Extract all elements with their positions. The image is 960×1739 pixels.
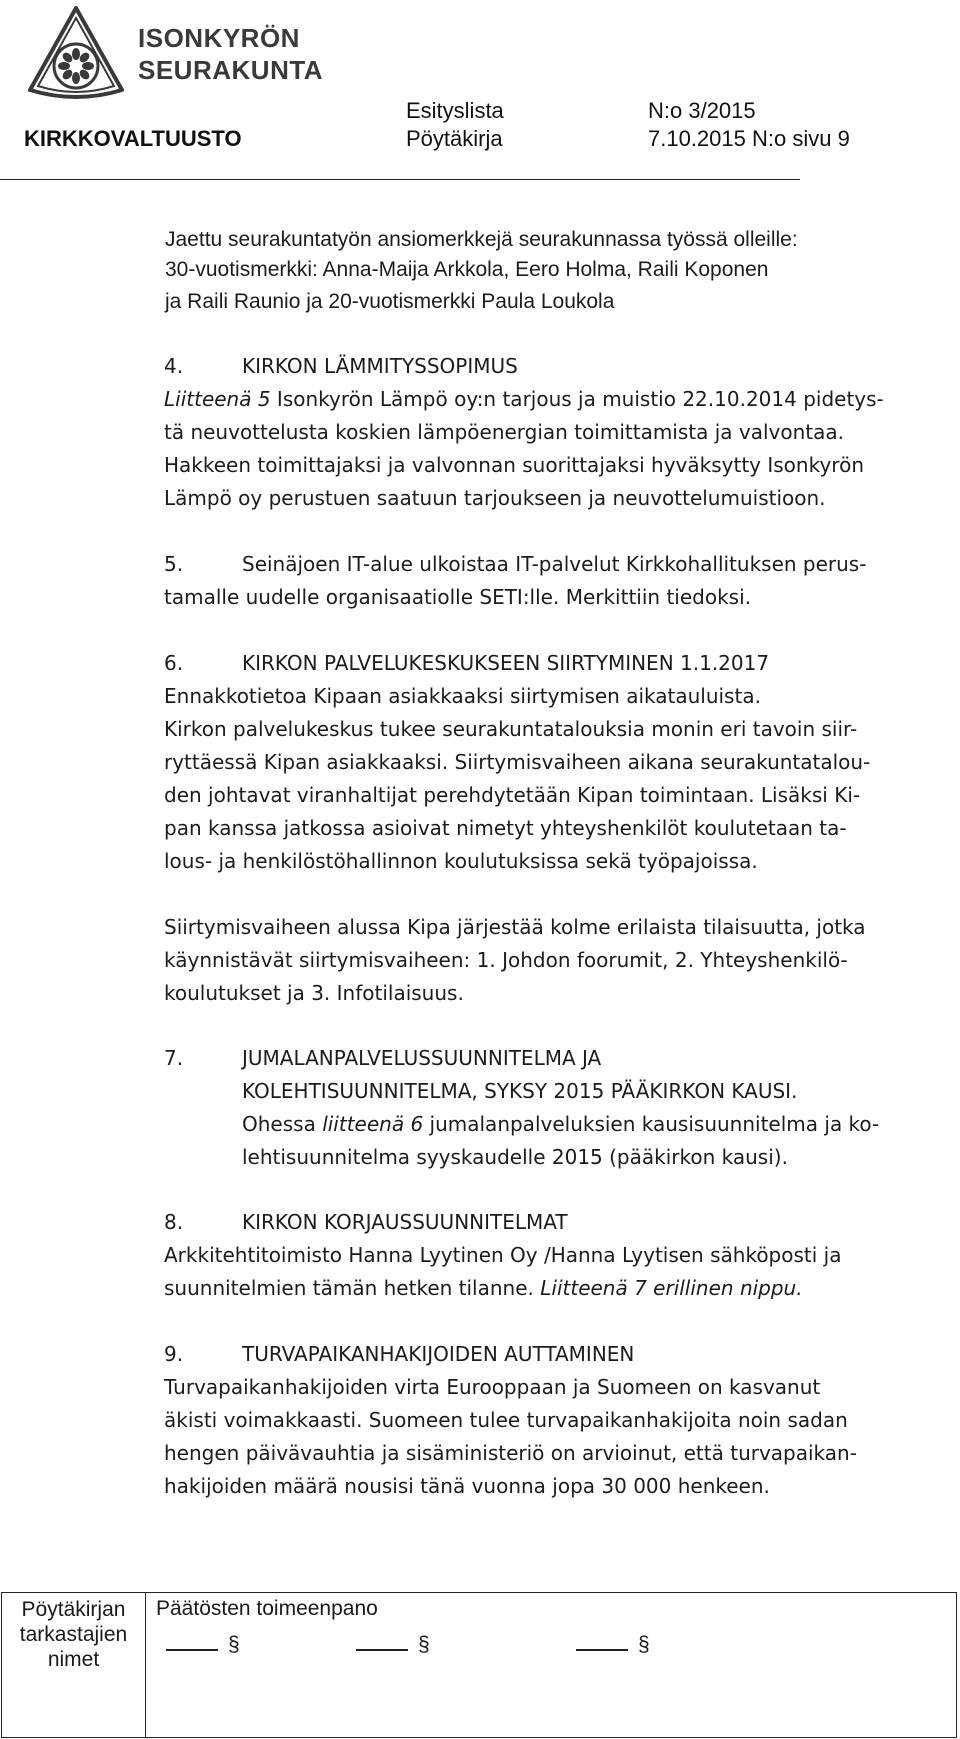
item-line: lous- ja henkilöstöhallinnon koulutuksissa sekä työpajoissa.: [164, 849, 758, 873]
item-line: tamalle uudelle organisaatiolle SETI:lle. Merkittiin tiedoksi.: [164, 585, 751, 609]
item-title: TURVAPAIKANHAKIJOIDEN AUTTAMINEN: [242, 1342, 635, 1366]
section-blank: [156, 1633, 326, 1657]
item-number: 5.: [164, 552, 184, 576]
attachment-ref: Liitteenä 7 erillinen nippu.: [540, 1276, 803, 1300]
item-text: suunnitelmien tämän hetken tilanne.: [164, 1276, 541, 1300]
item-title: KOLEHTISUUNNITELMA, SYKSY 2015 PÄÄKIRKON KAUSI.: [242, 1079, 798, 1103]
item-line: tä neuvottelusta koskien lämpöenergian toimittamista ja valvontaa.: [164, 420, 845, 444]
reviewers-label-line: tarkastajien: [19, 1623, 128, 1646]
item-line: ryttäessä Kipan asiakkaaksi. Siirtymisvaiheen aikana seurakuntatalou-: [164, 750, 871, 774]
item-number: 6.: [164, 651, 184, 675]
item-line: [164, 1276, 803, 1300]
reviewers-label: [2, 1593, 146, 1738]
doc-type-agenda: Esityslista: [406, 98, 504, 123]
item-text: jumalanpalveluksien kausisuunnitelma ja ko-: [423, 1112, 880, 1136]
intro-line: 30-vuotismerkki: Anna-Maija Arkkola, Eero Holma, Raili Koponen: [165, 258, 769, 281]
intro-line: Jaettu seurakuntatyön ansiomerkkejä seurakunnassa työssä olleille:: [165, 228, 798, 251]
item-line: Ennakkotietoa Kipaan asiakkaaksi siirtymisen aikatauluista.: [164, 684, 761, 708]
item-line: den johtavat viranhaltijat perehdytetään Kipan toimintaan. Lisäksi Ki-: [164, 783, 861, 807]
item-line: Seinäjoen IT-alue ulkoistaa IT-palvelut Kirkkohallituksen perus-: [242, 552, 867, 576]
decision-implementation-cell: [146, 1593, 957, 1738]
footer-signature-table: [1, 1592, 957, 1738]
doc-number: N:o 3/2015: [648, 98, 756, 123]
item-number: 4.: [164, 354, 184, 378]
item-number: 9.: [164, 1342, 184, 1366]
item-line: Turvapaikanhakijoiden virta Eurooppaan ja Suomeen on kasvanut: [164, 1375, 821, 1399]
attachment-ref: liitteenä 6: [322, 1112, 424, 1136]
item-line: Arkkitehtitoimisto Hanna Lyytinen Oy /Hanna Lyytisen sähköposti ja: [164, 1243, 842, 1267]
item-line: Siirtymisvaiheen alussa Kipa järjestää kolme erilaista tilaisuutta, jotka: [164, 915, 866, 939]
org-name-line2: SEURAKUNTA: [138, 55, 324, 85]
header-rule: [0, 179, 800, 180]
reviewers-label-line: nimet: [47, 1648, 100, 1671]
item-title: KIRKON LÄMMITYSSOPIMUS: [242, 354, 518, 378]
parish-logo: [24, 4, 128, 102]
item-line: [242, 1112, 879, 1136]
item-line: äkisti voimakkaasti. Suomeen tulee turvapaikanhakijoita noin sadan: [164, 1408, 848, 1432]
attachment-ref: Liitteenä 5: [164, 387, 271, 411]
date-page: 7.10.2015 N:o sivu 9: [648, 126, 850, 151]
item-number: 7.: [164, 1046, 184, 1070]
section-blank: [346, 1633, 516, 1657]
item-line: käynnistävät siirtymisvaiheen: 1. Johdon foorumit, 2. Yhteyshenkilö-: [164, 948, 848, 972]
item-line: pan kanssa jatkossa asioivat nimetyt yhteyshenkilöt koulutetaan ta-: [164, 816, 847, 840]
section-mark: §: [228, 1633, 240, 1656]
org-name-line1: ISONKYRÖN: [138, 23, 300, 53]
item-number: 8.: [164, 1210, 184, 1234]
section-mark: §: [418, 1633, 430, 1656]
item-line: Hakkeen toimittajaksi ja valvonnan suorittajaksi hyväksytty Isonkyrön: [164, 453, 864, 477]
item-line: Lämpö oy perustuen saatuun tarjoukseen ja neuvottelumuistioon.: [164, 486, 826, 510]
body-name: KIRKKOVALTUUSTO: [24, 126, 242, 151]
item-line: lehtisuunnitelma syyskaudelle 2015 (pääkirkon kausi).: [242, 1145, 788, 1169]
item-text: Isonkyrön Lämpö oy:n tarjous ja muistio 22.10.2014 pidetys-: [270, 387, 884, 411]
item-title: JUMALANPALVELUSSUUNNITELMA JA: [242, 1046, 602, 1070]
section-blanks: [156, 1633, 946, 1657]
item-line: hakijoiden määrä nousisi tänä vuonna jopa 30 000 henkeen.: [164, 1474, 770, 1498]
item-title: KIRKON PALVELUKESKUKSEEN SIIRTYMINEN 1.1.2017: [242, 651, 770, 675]
item-line: hengen päivävauhtia ja sisäministeriö on arvioinut, että turvapaikan-: [164, 1441, 857, 1465]
decision-title: Päätösten toimeenpano: [156, 1597, 378, 1620]
reviewers-label-line: Pöytäkirjan: [21, 1598, 126, 1621]
doc-type-minutes: Pöytäkirja: [406, 126, 503, 151]
item-line: Kirkon palvelukeskus tukee seurakuntatalouksia monin eri tavoin siir-: [164, 717, 858, 741]
section-blank: [566, 1633, 736, 1657]
item-line: koulutukset ja 3. Infotilaisuus.: [164, 981, 464, 1005]
organization-name: [138, 22, 323, 86]
intro-line: ja Raili Raunio ja 20-vuotismerkki Paula Loukola: [165, 290, 615, 313]
item-title: KIRKON KORJAUSSUUNNITELMAT: [242, 1210, 568, 1234]
item-line: [164, 387, 884, 411]
section-mark: §: [638, 1633, 650, 1656]
item-text: Ohessa: [242, 1112, 323, 1136]
